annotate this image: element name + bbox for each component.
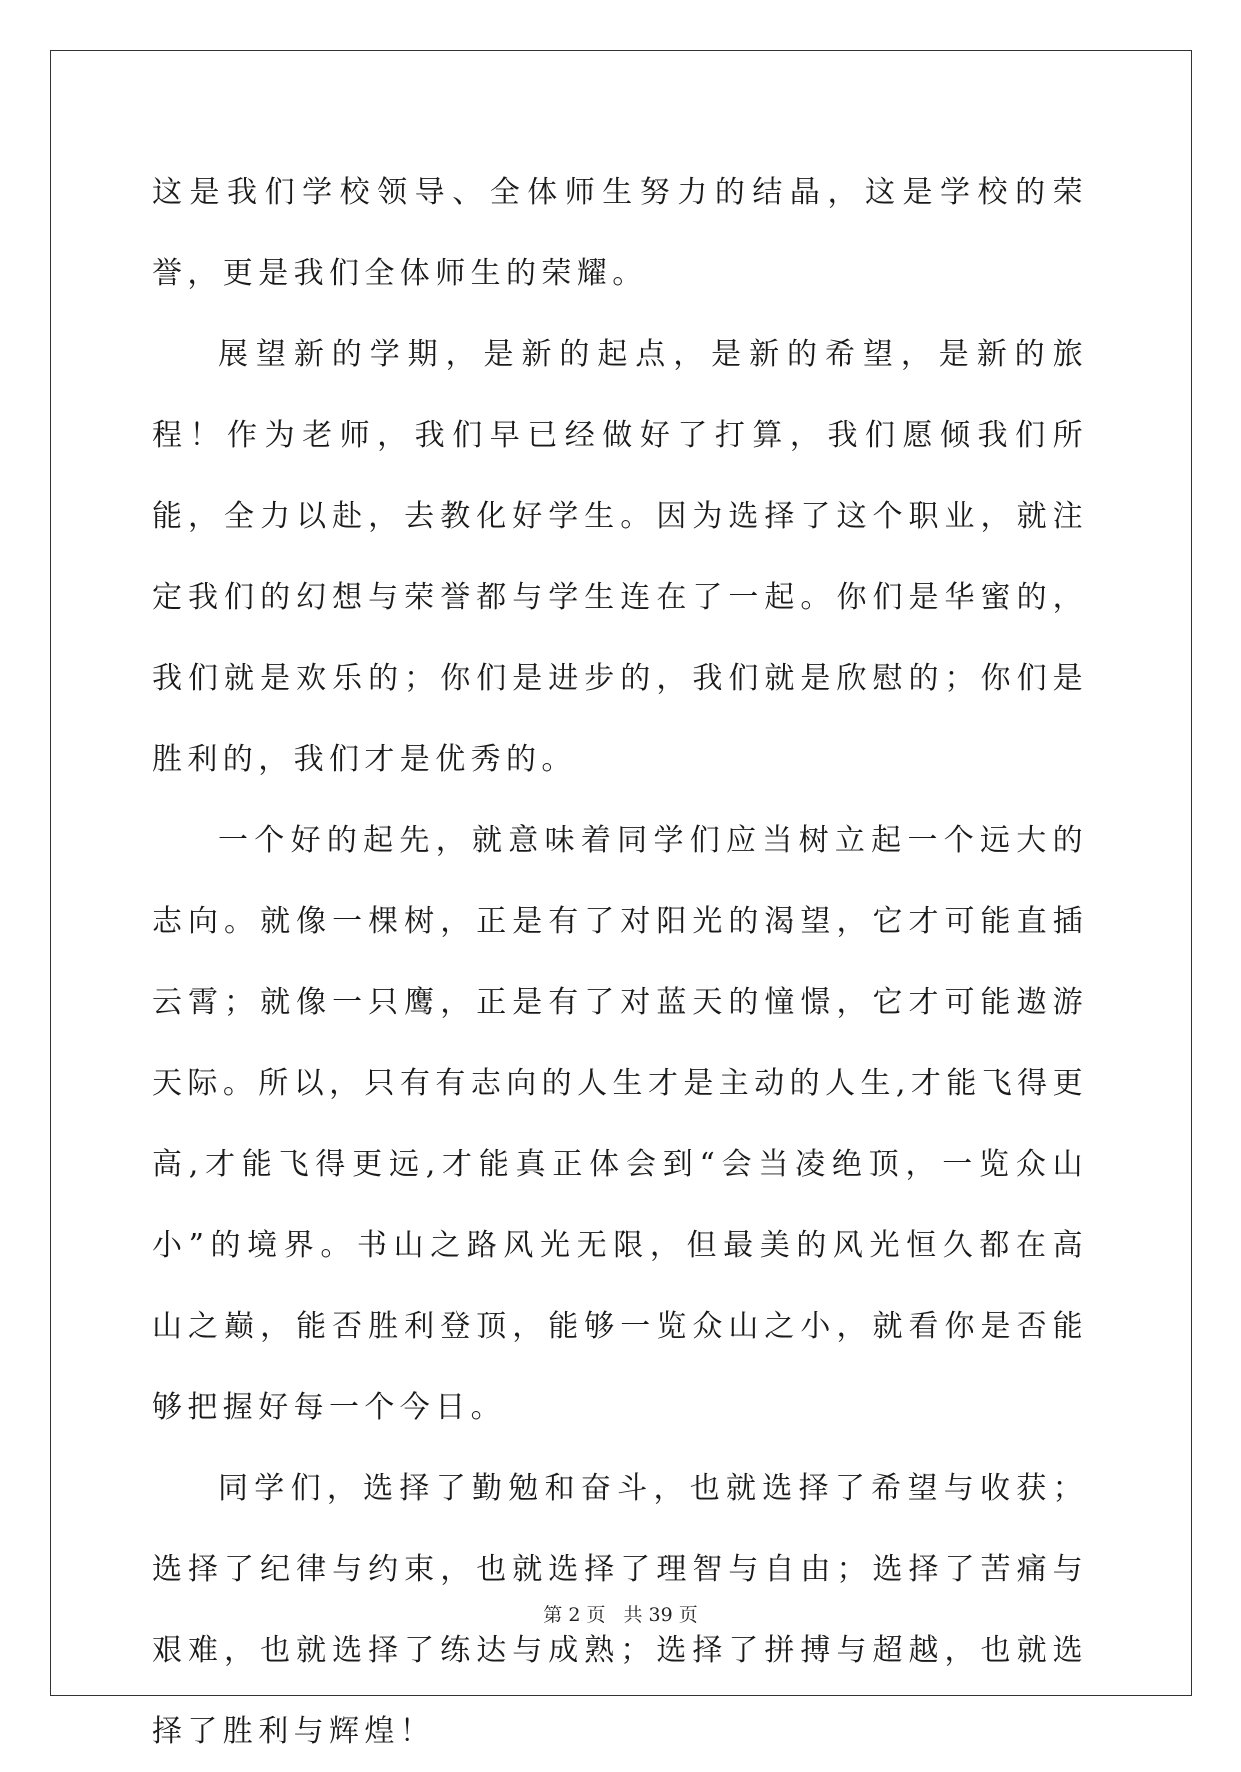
page-total: 共 39 页 xyxy=(623,1604,698,1626)
paragraph-2: 展望新的学期，是新的起点，是新的希望，是新的旅程！作为老师，我们早已经做好了打算，我们愿倾我们所能，全力以赴，去教化好学生。因为选择了这个职业，就注定我们的幻想与荣誉都与学生连在了一起。你们是华蜜的，我们就是欢乐的；你们是进步的，我们就是欣慰的；你们是胜利的，我们才是优秀的。 xyxy=(152,337,1088,777)
page-number: 第 2 页 xyxy=(543,1604,606,1626)
page-footer xyxy=(0,1600,1241,1627)
paragraph-4: 同学们，选择了勤勉和奋斗，也就选择了希望与收获；选择了纪律与约束，也就选择了理智与自由；选择了苦痛与艰难，也就选择了练达与成熟；选择了拼搏与超越，也就选择了胜利与辉煌！ xyxy=(152,1471,1088,1749)
paragraph-3: 一个好的起先，就意味着同学们应当树立起一个远大的志向。就像一棵树，正是有了对阳光的渴望，它才可能直插云霄；就像一只鹰，正是有了对蓝天的憧憬，它才可能遨游天际。所以，只有有志向的人生才是主动的人生,才能飞得更高,才能飞得更远,才能真正体会到“会当凌绝顶，一览众山小”的境界。书山之路风光无限，但最美的风光恒久都在高山之巅，能否胜利登顶，能够一览众山之小，就看你是否能够把握好每一个今日。 xyxy=(152,823,1088,1425)
paragraph-1: 这是我们学校领导、全体师生努力的结晶，这是学校的荣誉，更是我们全体师生的荣耀。 xyxy=(152,175,1088,291)
document-body xyxy=(152,152,1088,1772)
